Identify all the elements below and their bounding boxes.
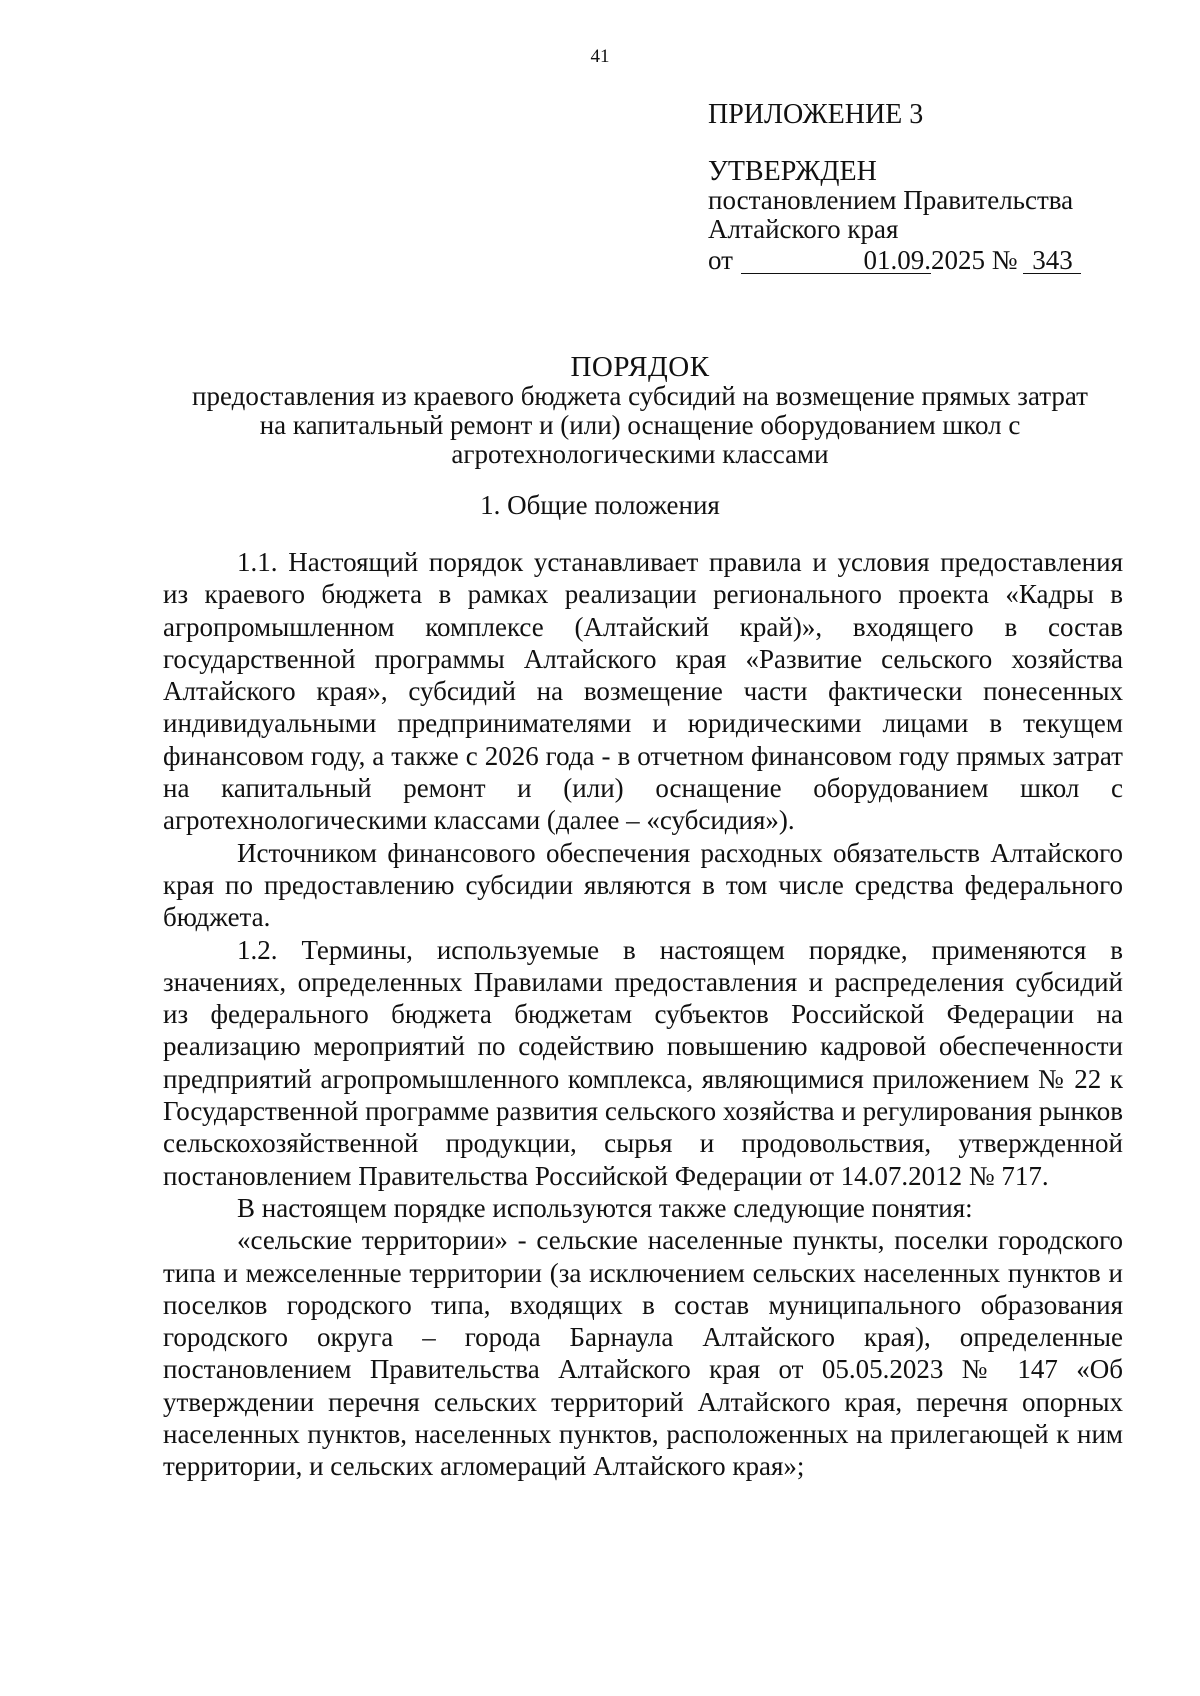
document-heading [150,353,1130,469]
document-title: ПОРЯДОК [570,351,710,383]
heading-line-3: агротехнологическими классами [451,439,829,469]
approval-date-line [708,246,1148,275]
approved-label: УТВЕРЖДЕН [708,156,877,187]
paragraph: «сельские территории» - сельские населенные пункты, поселки городского типа и межселенные территории (за исключением сельских населенных пунктов и поселков городского типа, входящих в состав муниципального образования городского округа – города Барнаула Алтайского края), определенные постановлением Правительства Алтайского края от 05.05.2023 № 147 «Об утверждении перечня сельских территорий Алтайского края, перечня опорных населенных пунктов, населенных пунктов, расположенных на прилегающей к ним территории, и сельских агломераций Алтайского края»; [163,1225,1123,1482]
decree-number: 343 [1023,247,1081,274]
paragraph: В настоящем порядке используются также следующие понятия: [237,1192,973,1223]
appendix-label: ПРИЛОЖЕНИЕ 3 [708,99,924,130]
approval-line-1: постановлением Правительства [708,185,1074,215]
paragraph: 1.1. Настоящий порядок устанавливает правила и условия предоставления из краевого бюджета в рамках реализации регионального проекта «Кадры в агропромышленном комплексе (Алтайский край)», входящего в состав государственной программы Алтайского края «Развитие сельского хозяйства Алтайского края», субсидий на возмещение части фактически понесенных индивидуальными предпринимателями и юридическими лицами в текущем финансовом году, а также с 2026 года - в отчетном финансовом году прямых затрат на капитальный ремонт и (или) оснащение оборудованием школ с агротехнологическими классами (далее – «субсидия»). [163,547,1123,836]
heading-line-1: предоставления из краевого бюджета субсидий на возмещение прямых затрат [192,381,1088,411]
section-title: 1. Общие положения [480,490,720,520]
approval-block [708,100,1148,275]
paragraph: Источником финансового обеспечения расходных обязательств Алтайского края по предоставлению субсидии являются в том числе средства федерального бюджета. [163,837,1123,933]
paragraph: 1.2. Термины, используемые в настоящем порядке, применяются в значениях, определенных Правилами предоставления и распределения субсидий из федерального бюджета бюджетам субъектов Российской Федерации на реализацию мероприятий по содействию повышению кадровой обеспеченности предприятий агропромышленного комплекса, являющимися приложением № 22 к Государственной программе развития сельского хозяйства и регулирования рынков сельскохозяйственной продукции, сырья и продовольствия, утвержденной постановлением Правительства Российской Федерации от 14.07.2012 № 717. [163,934,1123,1191]
body-text [163,546,1123,1483]
page-number: 41 [590,46,610,67]
heading-line-2: на капитальный ремонт и (или) оснащение оборудованием школ с [259,410,1021,440]
date-prefix: от [708,245,733,275]
year-suffix: 2025 № [930,245,1018,275]
approval-line-2: Алтайского края [708,214,899,244]
date-value: 01.09. [741,247,931,274]
